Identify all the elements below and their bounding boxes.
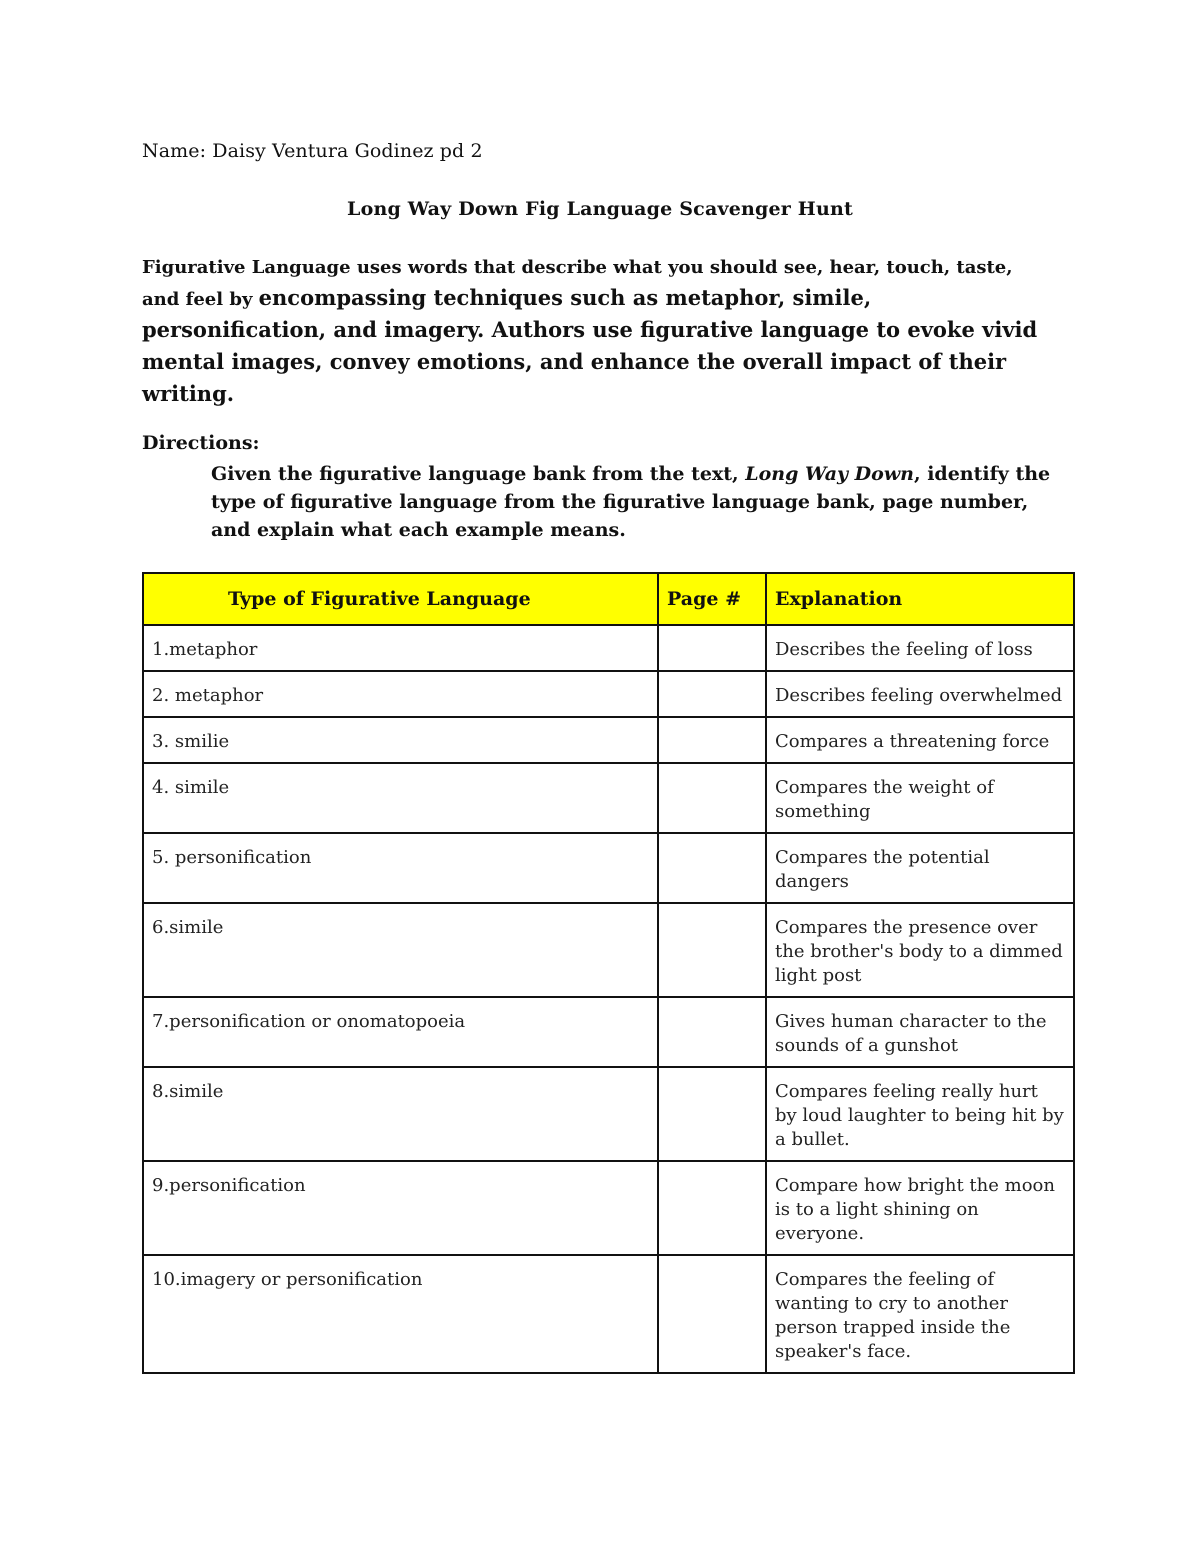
cell-explanation: Compares the presence over the brother's body to a dimmed light post <box>766 903 1074 997</box>
directions-text <box>211 460 1061 544</box>
cell-type: 8.simile <box>143 1067 658 1161</box>
table-row <box>143 717 1074 763</box>
cell-explanation: Describes feeling overwhelmed <box>766 671 1074 717</box>
table-row <box>143 833 1074 903</box>
cell-type: 3. smilie <box>143 717 658 763</box>
cell-explanation: Gives human character to the sounds of a gunshot <box>766 997 1074 1067</box>
cell-page <box>658 1255 766 1373</box>
worksheet-title: Long Way Down Fig Language Scavenger Hunt <box>347 198 853 220</box>
cell-page <box>658 833 766 903</box>
cell-explanation: Compares feeling really hurt by loud laughter to being hit by a bullet. <box>766 1067 1074 1161</box>
book-title: Long Way Down <box>745 463 914 485</box>
cell-type: 6.simile <box>143 903 658 997</box>
cell-explanation: Compares the feeling of wanting to cry to another person trapped inside the speaker's face. <box>766 1255 1074 1373</box>
cell-type: 7.personification or onomatopoeia <box>143 997 658 1067</box>
cell-page <box>658 1067 766 1161</box>
table-row <box>143 903 1074 997</box>
cell-type: 5. personification <box>143 833 658 903</box>
header-type: Type of Figurative Language <box>143 573 658 625</box>
table-row <box>143 671 1074 717</box>
cell-page <box>658 763 766 833</box>
intro-paragraph <box>142 253 1042 411</box>
table-row <box>143 1067 1074 1161</box>
cell-explanation: Compare how bright the moon is to a light shining on everyone. <box>766 1161 1074 1255</box>
table-row <box>143 625 1074 671</box>
cell-explanation: Describes the feeling of loss <box>766 625 1074 671</box>
directions-text-after: , identify the type of figurative language from the figurative language bank, page number, and explain what each example means. <box>211 463 1051 541</box>
header-explanation: Explanation <box>766 573 1074 625</box>
student-name-line: Name: Daisy Ventura Godinez pd 2 <box>142 140 483 162</box>
cell-page <box>658 903 766 997</box>
cell-explanation: Compares a threatening force <box>766 717 1074 763</box>
cell-page <box>658 997 766 1067</box>
cell-explanation: Compares the potential dangers <box>766 833 1074 903</box>
table-row <box>143 1255 1074 1373</box>
cell-type: 9.personification <box>143 1161 658 1255</box>
cell-page <box>658 717 766 763</box>
cell-explanation: Compares the weight of something <box>766 763 1074 833</box>
header-page: Page # <box>658 573 766 625</box>
intro-part-2: encompassing techniques such as metaphor, simile, personification, and imagery. Authors use figurative language to evoke vivid mental images, convey emotions, and enhance the overall impact of their writing. <box>142 285 1038 406</box>
cell-page <box>658 1161 766 1255</box>
table-row <box>143 997 1074 1067</box>
table-row <box>143 1161 1074 1255</box>
cell-page <box>658 671 766 717</box>
cell-page <box>658 625 766 671</box>
figurative-language-table <box>142 572 1075 1374</box>
intro-part-1: Figurative Language uses words that describe what you should see, hear, touch, taste, and feel by <box>142 257 1013 310</box>
directions-text-before: Given the figurative language bank from the text, <box>211 463 746 485</box>
directions-label: Directions: <box>142 432 260 454</box>
table-header-row <box>143 573 1074 625</box>
cell-type: 1.metaphor <box>143 625 658 671</box>
cell-type: 2. metaphor <box>143 671 658 717</box>
cell-type: 4. simile <box>143 763 658 833</box>
table-row <box>143 763 1074 833</box>
cell-type: 10.imagery or personification <box>143 1255 658 1373</box>
